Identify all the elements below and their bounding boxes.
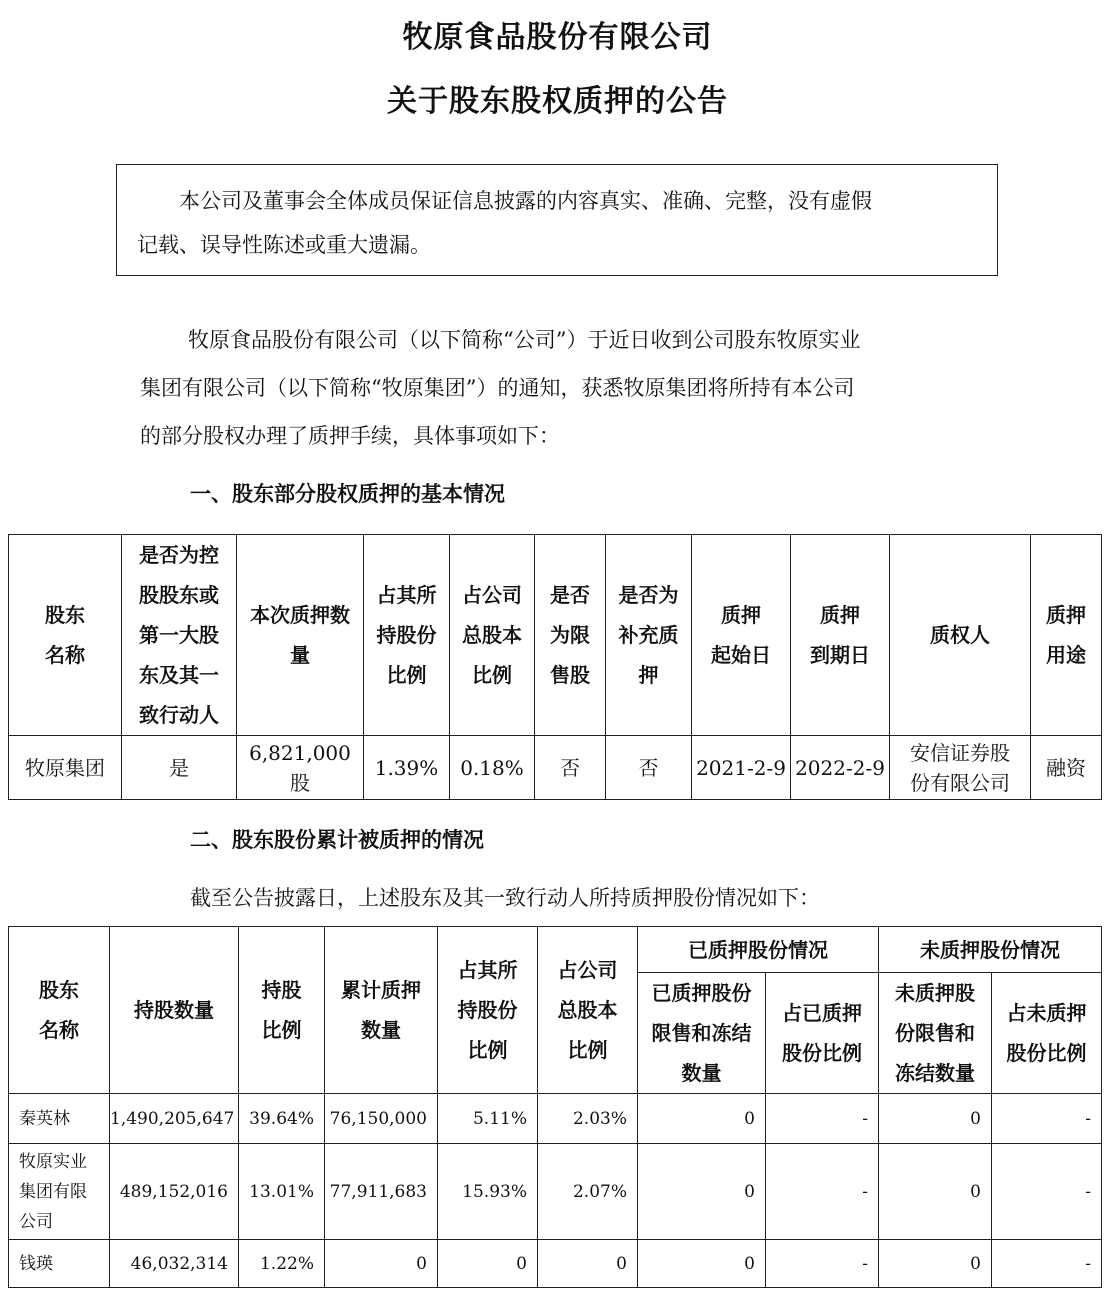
t1-end-date: 2022-2-9 — [791, 736, 890, 800]
t2-ratio: 13.01% — [239, 1144, 325, 1240]
t2-unpledged-restricted: 0 — [879, 1240, 992, 1288]
t2-h-pledged-group: 已质押股份情况 — [638, 927, 879, 973]
t2-pledged-ratio: - — [766, 1240, 879, 1288]
company-title: 牧原食品股份有限公司 — [402, 20, 713, 55]
t2-h-ratio: 持股 比例 — [239, 927, 325, 1094]
t1-supplementary: 否 — [606, 736, 692, 800]
t2-shares: 46,032,314 — [110, 1240, 239, 1288]
t2-own-ratio: 0 — [438, 1240, 538, 1288]
t2-pledged-restricted: 0 — [638, 1094, 766, 1144]
t2-name: 钱瑛 — [9, 1240, 110, 1288]
t2-unpledged-ratio: - — [992, 1240, 1102, 1288]
t2-h-pledged: 累计质押 数量 — [325, 927, 438, 1094]
t2-pledged-ratio: - — [766, 1144, 879, 1240]
announcement-title: 关于股东股权质押的公告 — [387, 84, 728, 119]
table1-header-row — [9, 535, 1102, 736]
t2-h-unpledged-ratio: 占未质押 股份比例 — [992, 973, 1102, 1094]
section-2-intro: 截至公告披露日，上述股东及其一致行动人所持质押股份情况如下： — [190, 886, 820, 910]
t2-h-own-ratio: 占其所 持股份 比例 — [438, 927, 538, 1094]
table-row — [9, 736, 1102, 800]
cumulative-pledge-table — [8, 926, 1102, 1288]
t1-h-pledgee: 质权人 — [890, 535, 1031, 736]
t2-h-unpledged-group: 未质押股份情况 — [879, 927, 1102, 973]
t2-name: 秦英林 — [9, 1094, 110, 1144]
t1-h-pledge-amount: 本次质押数 量 — [237, 535, 364, 736]
t1-total-ratio: 0.18% — [450, 736, 535, 800]
t1-h-total-ratio: 占公司 总股本 比例 — [450, 535, 535, 736]
t2-own-ratio: 15.93% — [438, 1144, 538, 1240]
t2-unpledged-ratio: - — [992, 1094, 1102, 1144]
t1-h-controlling: 是否为控 股股东或 第一大股 东及其一 致行动人 — [122, 535, 237, 736]
t2-h-shares: 持股数量 — [110, 927, 239, 1094]
t1-own-ratio: 1.39% — [364, 736, 450, 800]
t2-own-ratio: 5.11% — [438, 1094, 538, 1144]
notice-line-2: 记载、误导性陈述或重大遗漏。 — [137, 233, 431, 257]
t2-unpledged-restricted: 0 — [879, 1144, 992, 1240]
t1-restricted: 否 — [535, 736, 606, 800]
t2-h-shareholder: 股东 名称 — [9, 927, 110, 1094]
t2-pledged-ratio: - — [766, 1094, 879, 1144]
t1-h-end-date: 质押 到期日 — [791, 535, 890, 736]
t1-h-own-ratio: 占其所 持股份 比例 — [364, 535, 450, 736]
table-row — [9, 1144, 1102, 1240]
t1-h-purpose: 质押 用途 — [1031, 535, 1102, 736]
t1-h-start-date: 质押 起始日 — [692, 535, 791, 736]
t2-pledged: 76,150,000 — [325, 1094, 438, 1144]
t2-shares: 1,490,205,647 — [110, 1094, 239, 1144]
section-2-heading: 二、股东股份累计被质押的情况 — [190, 828, 484, 852]
t2-total-ratio: 2.07% — [538, 1144, 638, 1240]
t2-pledged-restricted: 0 — [638, 1240, 766, 1288]
t2-pledged: 77,911,683 — [325, 1144, 438, 1240]
notice-line-1: 本公司及董事会全体成员保证信息披露的内容真实、准确、完整，没有虚假 — [179, 189, 872, 213]
notice-box — [116, 164, 998, 276]
t2-h-total-ratio: 占公司 总股本 比例 — [538, 927, 638, 1094]
intro-line-1: 牧原食品股份有限公司（以下简称“公司”）于近日收到公司股东牧原实业 — [188, 328, 861, 352]
t1-h-shareholder: 股东 名称 — [9, 535, 122, 736]
t1-purpose: 融资 — [1031, 736, 1102, 800]
t1-start-date: 2021-2-9 — [692, 736, 791, 800]
t2-pledged-restricted: 0 — [638, 1144, 766, 1240]
t2-total-ratio: 0 — [538, 1240, 638, 1288]
t1-h-supplementary: 是否为 补充质 押 — [606, 535, 692, 736]
t2-ratio: 39.64% — [239, 1094, 325, 1144]
t2-h-pledged-ratio: 占已质押 股份比例 — [766, 973, 879, 1094]
t1-pledge-amount: 6,821,000 股 — [237, 736, 364, 800]
table-row — [9, 1094, 1102, 1144]
pledge-basic-table — [8, 534, 1102, 800]
t2-total-ratio: 2.03% — [538, 1094, 638, 1144]
intro-line-2: 集团有限公司（以下简称“牧原集团”）的通知，获悉牧原集团将所持有本公司 — [140, 376, 855, 400]
t2-shares: 489,152,016 — [110, 1144, 239, 1240]
section-1-heading: 一、股东部分股权质押的基本情况 — [190, 482, 505, 506]
t1-h-restricted: 是否 为限 售股 — [535, 535, 606, 736]
t2-pledged: 0 — [325, 1240, 438, 1288]
table2-header-row-1 — [9, 927, 1102, 973]
t2-name: 牧原实业 集团有限 公司 — [9, 1144, 110, 1240]
table-row — [9, 1240, 1102, 1288]
intro-line-3: 的部分股权办理了质押手续，具体事项如下： — [140, 424, 560, 448]
t2-ratio: 1.22% — [239, 1240, 325, 1288]
t2-unpledged-restricted: 0 — [879, 1094, 992, 1144]
t1-shareholder: 牧原集团 — [9, 736, 122, 800]
t1-controlling: 是 — [122, 736, 237, 800]
intro-paragraph — [140, 316, 1000, 460]
t2-h-unpledged-restricted: 未质押股 份限售和 冻结数量 — [879, 973, 992, 1094]
t2-h-pledged-restricted: 已质押股份 限售和冻结 数量 — [638, 973, 766, 1094]
t2-unpledged-ratio: - — [992, 1144, 1102, 1240]
t1-pledgee: 安信证券股 份有限公司 — [890, 736, 1031, 800]
